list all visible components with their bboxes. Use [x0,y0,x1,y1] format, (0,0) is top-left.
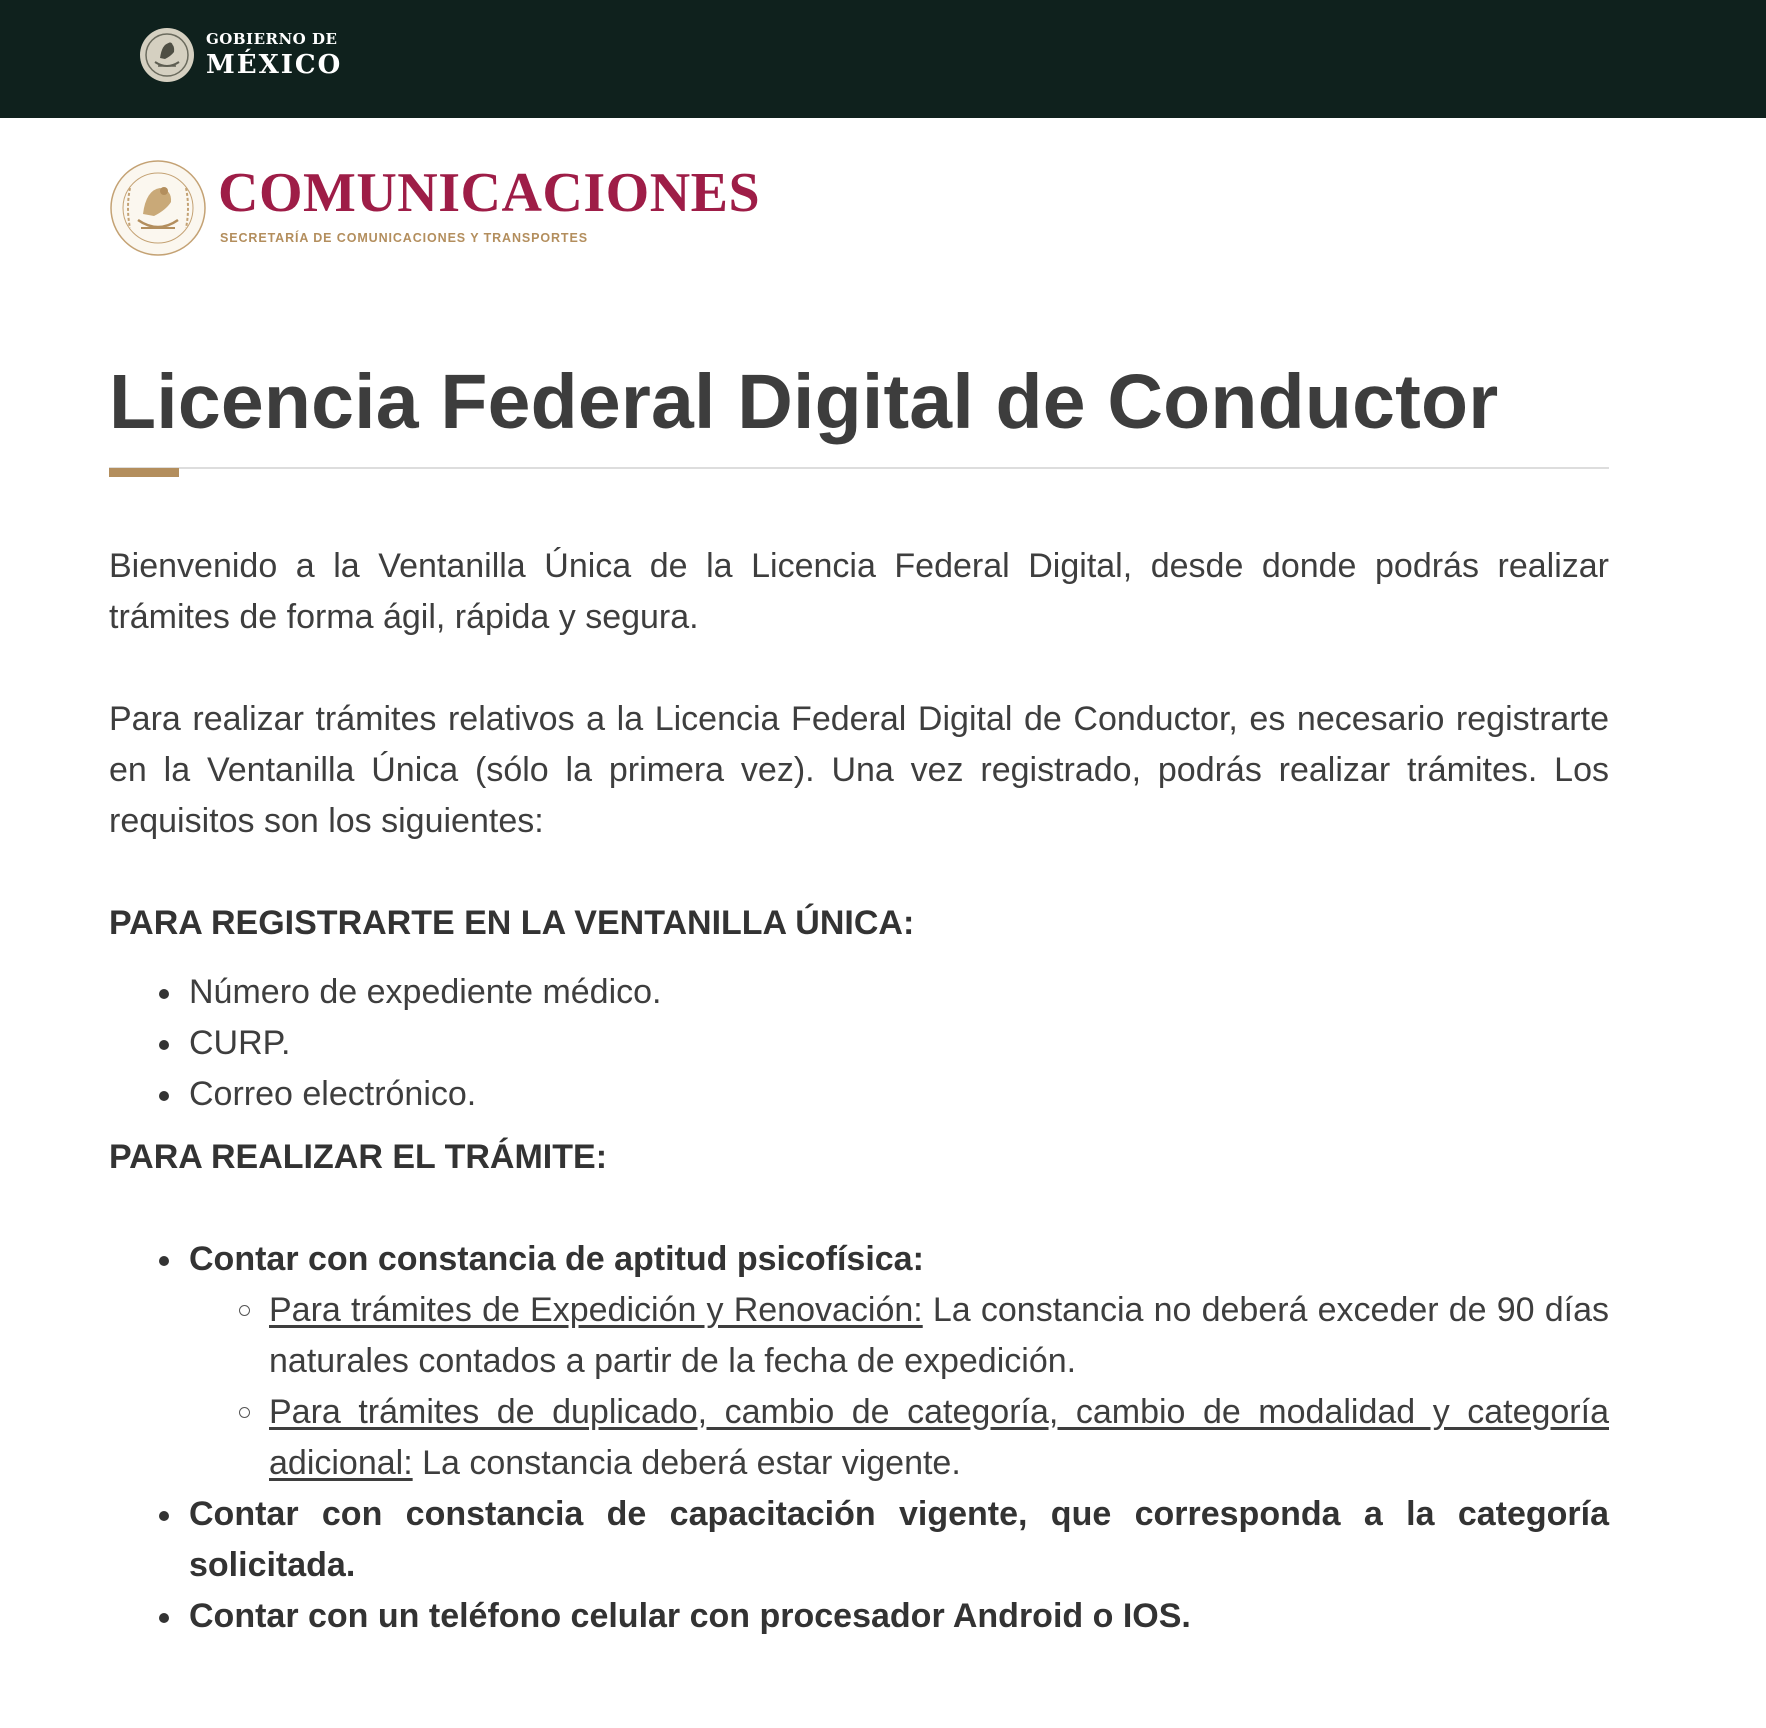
list-item [109,1018,1609,1069]
list-item [109,967,1609,1018]
sub-bullet [239,1407,250,1418]
divider-line [109,467,1609,469]
aptitude-sublist [189,1285,1609,1489]
sublist-item [109,1285,1609,1387]
list-item [109,1489,1609,1591]
gobierno-line2: MÉXICO [206,50,343,80]
bullet [159,1040,169,1050]
agency-subtitle: SECRETARÍA DE COMUNICACIONES Y TRANSPORTES [220,231,588,245]
sublist-item [109,1387,1609,1489]
list-item-text: Correo electrónico. [189,1074,477,1113]
procedure-heading: PARA REALIZAR EL TRÁMITE: [109,1137,608,1176]
list-item [109,1234,1609,1489]
bullet [159,1256,169,1266]
list-item-text: Número de expediente médico. [189,972,662,1011]
top-navbar [0,0,1766,118]
duplicate-category-link[interactable]: Para trámites de duplicado, cambio de categoría, cambio de modalidad y categoría adicional: [269,1392,1609,1482]
bullet [159,989,169,999]
sublist-item-text: La constancia deberá estar vigente. [412,1443,961,1482]
register-requirements-list [109,967,1609,1120]
register-heading: PARA REGISTRARTE EN LA VENTANILLA ÚNICA: [109,903,915,942]
agency-name: COMUNICACIONES [218,162,761,224]
list-item-text: Contar con constancia de capacitación vigente, que corresponda a la categoría solicitada. [189,1494,1609,1584]
page-title: Licencia Federal Digital de Conductor [109,359,1499,445]
bullet [159,1511,169,1521]
bullet [159,1091,169,1101]
sublist-item-text: La constancia no deberá exceder de 90 días naturales contados a partir de la fecha de expedición. [269,1290,1609,1380]
sub-bullet [239,1305,250,1316]
main-content [109,360,1609,1642]
divider-accent [109,468,179,477]
title-divider [109,467,1609,479]
gobierno-line1: GOBIERNO DE [206,30,338,48]
eagle-seal-icon [108,158,208,258]
list-item-text: CURP. [189,1023,291,1062]
list-item-text: Contar con constancia de aptitud psicofísica: [189,1239,924,1278]
explanation-paragraph: Para realizar trámites relativos a la Licencia Federal Digital de Conductor, es necesario registrarte en la Ventanilla Única (sólo la primera vez). Una vez registrado, podrás realizar trámites. Los requisitos son los siguientes: [109,699,1609,840]
gobierno-logo-text[interactable] [206,32,342,78]
list-item [109,1069,1609,1120]
list-item [109,1591,1609,1642]
list-item-text: Contar con un teléfono celular con procesador Android o IOS. [189,1596,1191,1635]
expedition-renewal-link[interactable]: Para trámites de Expedición y Renovación: [269,1290,923,1329]
intro-paragraph: Bienvenido a la Ventanilla Única de la Licencia Federal Digital, desde donde podrás realizar trámites de forma ágil, rápida y segura. [109,546,1609,636]
bullet [159,1613,169,1623]
procedure-requirements-list [109,1234,1609,1642]
mexico-coat-of-arms-icon[interactable] [138,26,196,84]
